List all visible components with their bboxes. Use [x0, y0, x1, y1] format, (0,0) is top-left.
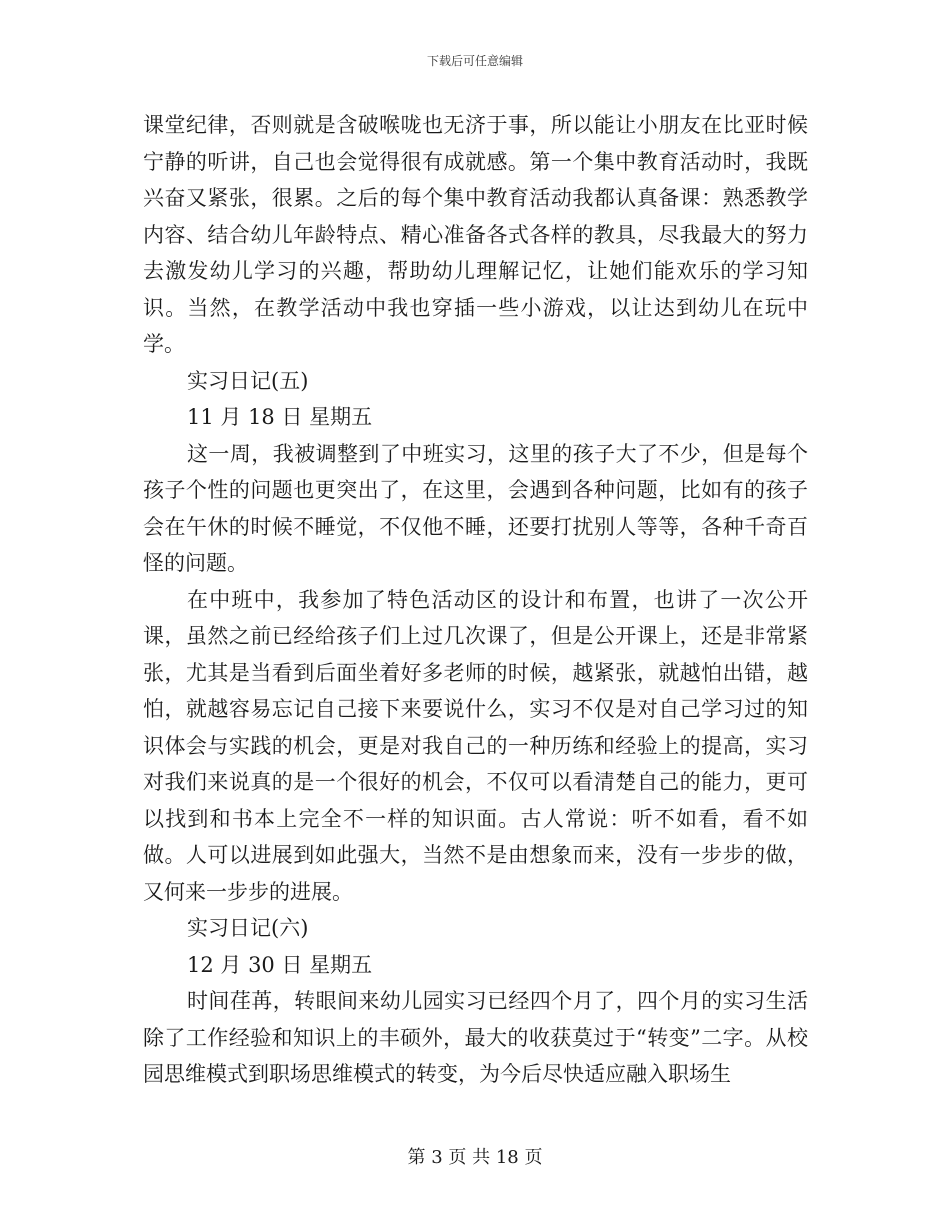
- diary-heading-5: 实习日记(五): [187, 368, 309, 393]
- diary-date-5: 11 月 18 日 星期五: [187, 405, 373, 429]
- document-body: [143, 107, 808, 1093]
- paragraph-middle-class: 这一周，我被调整到了中班实习，这里的孩子大了不少，但是每个孩子个性的问题也更突出了，在这里，会遇到各种问题，比如有的孩子会在午休的时候不睡觉，不仅他不睡，还要打扰别人等等，各种千奇百怪的问题。: [143, 441, 808, 575]
- diary-heading-6: 实习日记(六): [187, 916, 309, 940]
- page-footer: 第 3 页 共 18 页: [407, 1147, 543, 1168]
- diary-date-6: 12 月 30 日 星期五: [187, 952, 373, 977]
- paragraph-four-months: 时间荏苒，转眼间来幼儿园实习已经四个月了，四个月的实习生活除了工作经验和知识上的丰硕外，最大的收获莫过于“转变”二字。从校园思维模式到职场思维模式的转变，为今后尽快适应融入职场生: [143, 989, 808, 1086]
- paragraph-open-class: 在中班中，我参加了特色活动区的设计和布置，也讲了一次公开课，虽然之前已经给孩子们上过几次课了，但是公开课上，还是非常紧张，尤其是当看到后面坐着好多老师的时候，越紧张，就越怕出错，越怕，就越容易忘记自己接下来要说什么，实习不仅是对自己学习过的知识体会与实践的机会，更是对我自己的一种历练和经验上的提高，实习对我们来说真的是一个很好的机会，不仅可以看清楚自己的能力，更可以找到和书本上完全不一样的知识面。古人常说：听不如看，看不如做。人可以进展到如此强大，当然不是由想象而来，没有一步步的做，又何来一步步的进展。: [143, 587, 808, 904]
- page-header: 下载后可任意编辑: [426, 54, 523, 68]
- paragraph-continuation: 课堂纪律，否则就是含破喉咙也无济于事，所以能让小朋友在比亚时候宁静的听讲，自己也会觉得很有成就感。第一个集中教育活动时，我既兴奋又紧张，很累。之后的每个集中教育活动我都认真备课：熟悉教学内容、结合幼儿年龄特点、精心准备各式各样的教具，尽我最大的努力去激发幼儿学习的兴趣，帮助幼儿理解记忆，让她们能欢乐的学习知识。当然，在教学活动中我也穿插一些小游戏，以让达到幼儿在玩中学。: [143, 113, 808, 356]
